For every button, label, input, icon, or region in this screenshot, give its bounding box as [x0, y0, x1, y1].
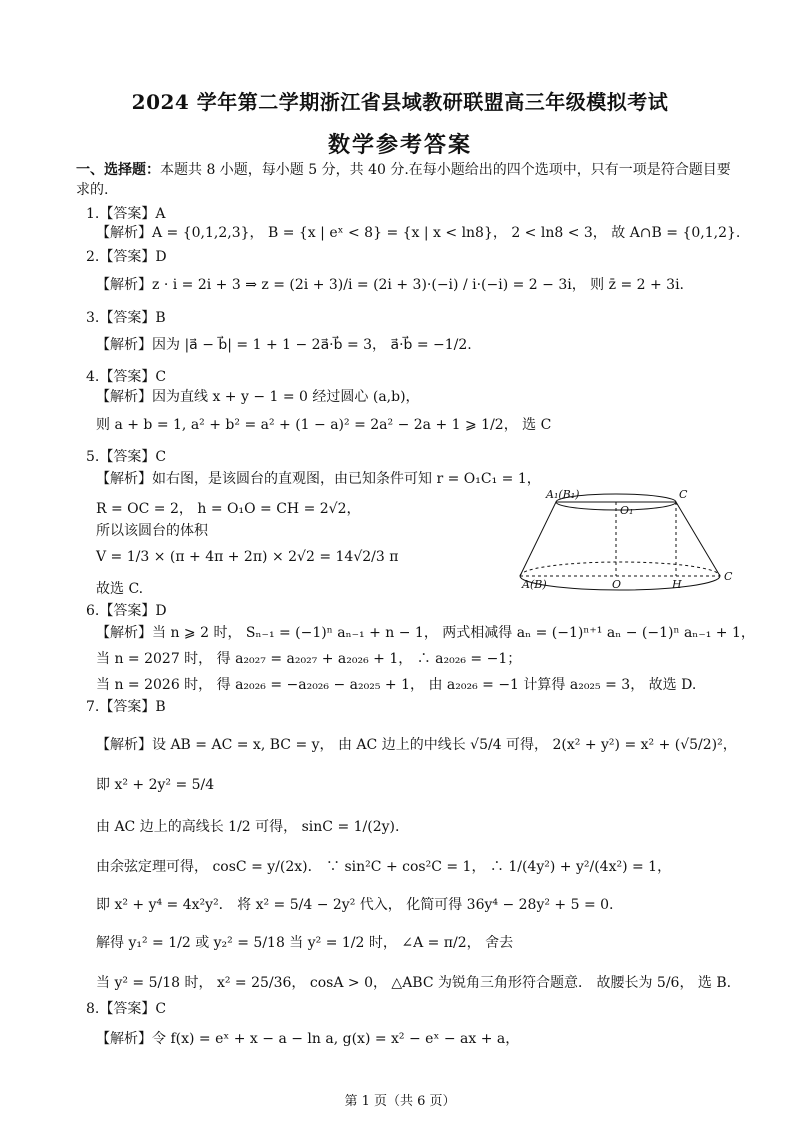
- explanation-line: 【解析】z · i = 2i + 3 ⇒ z = (2i + 3)/i = (2i + 3)·(−i) / i·(−i) = 2 − 3i， 则 z̄ = 2 + 3i.: [96, 277, 685, 293]
- explanation-line: 则 a + b = 1, a² + b² = a² + (1 − a)² = 2a² − 2a + 1 ⩾ 1/2， 选 C: [96, 417, 552, 433]
- explanation-line: 由 AC 边上的高线长 1/2 可得， sinC = 1/(2y).: [96, 819, 400, 835]
- answer-line: 3.【答案】B: [86, 310, 166, 326]
- bottom-ellipse-back: [520, 562, 720, 576]
- section-heading: [76, 160, 736, 200]
- answer-line: 8.【答案】C: [86, 1001, 167, 1017]
- page-subtitle: 数学参考答案: [327, 132, 472, 158]
- answer-line: 5.【答案】C: [86, 449, 167, 465]
- label-a1b1: A₁(B₁): [546, 488, 580, 501]
- explanation-line: 【解析】A = {0,1,2,3}， B = {x | eˣ < 8} = {x | x < ln8}， 2 < ln8 < 3， 故 A∩B = {0,1,2}.: [96, 225, 741, 241]
- explanation-line: 故选 C.: [96, 581, 144, 597]
- explanation-line: 【解析】如右图，是该圆台的直观图，由已知条件可知 r = O₁C₁ = 1，: [96, 471, 541, 487]
- label-c-bottom: C: [724, 570, 733, 583]
- explanation-line: 即 x² + 2y² = 5/4: [96, 777, 215, 793]
- explanation-line: 【解析】因为直线 x + y − 1 = 0 经过圆心 (a,b)，: [96, 389, 420, 405]
- frustum-diagram: [512, 484, 740, 594]
- explanation-line: 即 x² + y⁴ = 4x²y²． 将 x² = 5/4 − 2y² 代入， 化简可得 36y⁴ − 28y² + 5 = 0.: [96, 897, 614, 913]
- label-o: O: [612, 578, 622, 591]
- explanation-line: 【解析】当 n ⩾ 2 时， Sₙ₋₁ = (−1)ⁿ aₙ₋₁ + n − 1， 两式相减得 aₙ = (−1)ⁿ⁺¹ aₙ − (−1)ⁿ aₙ₋₁ + 1，: [96, 625, 755, 641]
- answer-line: 6.【答案】D: [86, 603, 167, 619]
- explanation-line: R = OC = 2， h = O₁O = CH = 2√2，: [96, 501, 361, 517]
- page-title: 2024 学年第二学期浙江省县域教研联盟高三年级模拟考试: [131, 90, 669, 114]
- label-ab: A(B): [522, 578, 547, 591]
- explanation-line: V = 1/3 × (π + 4π + 2π) × 2√2 = 14√2/3 π: [96, 549, 399, 565]
- page-footer: 第 1 页（共 6 页）: [344, 1094, 456, 1109]
- answer-line: 2.【答案】D: [86, 249, 167, 265]
- answer-line: 1.【答案】A: [86, 206, 166, 222]
- label-c-top: C: [679, 488, 688, 501]
- explanation-line: 解得 y₁² = 1/2 或 y₂² = 5/18 当 y² = 1/2 时， ∠A = π/2， 舍去: [96, 935, 514, 951]
- explanation-line: 当 n = 2026 时， 得 a₂₀₂₆ = −a₂₀₂₆ − a₂₀₂₅ + 1， 由 a₂₀₂₆ = −1 计算得 a₂₀₂₅ = 3， 故选 D.: [96, 677, 697, 693]
- explanation-line: 【解析】因为 |a⃗ − b⃗| = 1 + 1 − 2a⃗·b⃗ = 3， a⃗·b⃗ = −1/2.: [96, 337, 472, 353]
- answer-line: 7.【答案】B: [86, 699, 166, 715]
- label-o1: O₁: [620, 504, 634, 517]
- explanation-line: 当 y² = 5/18 时， x² = 25/36， cosA > 0， △ABC 为锐角三角形符合题意． 故腰长为 5/6， 选 B.: [96, 975, 732, 991]
- explanation-line: 由余弦定理可得， cosC = y/(2x)． ∵ sin²C + cos²C = 1， ∴ 1/(4y²) + y²/(4x²) = 1，: [96, 859, 672, 875]
- explanation-line: 当 n = 2027 时， 得 a₂₀₂₇ = a₂₀₂₇ + a₂₀₂₆ + 1， ∴ a₂₀₂₆ = −1；: [96, 651, 522, 667]
- explanation-line: 【解析】设 AB = AC = x, BC = y， 由 AC 边上的中线长 √5/4 可得， 2(x² + y²) = x² + (√5/2)²，: [96, 737, 737, 753]
- section-instructions: 本题共 8 小题，每小题 5 分，共 40 分.在每小题给出的四个选项中，只有一项是符合题目要求的.: [76, 162, 731, 198]
- answer-line: 4.【答案】C: [86, 369, 167, 385]
- section-label: 一、选择题：: [76, 162, 160, 178]
- left-slant: [520, 502, 556, 576]
- right-slant: [676, 502, 720, 576]
- explanation-line: 【解析】令 f(x) = eˣ + x − a − ln a, g(x) = x² − eˣ − ax + a，: [96, 1031, 520, 1047]
- frustum-figure: [512, 484, 740, 594]
- label-h: H: [672, 578, 682, 591]
- explanation-line: 所以该圆台的体积: [96, 523, 208, 539]
